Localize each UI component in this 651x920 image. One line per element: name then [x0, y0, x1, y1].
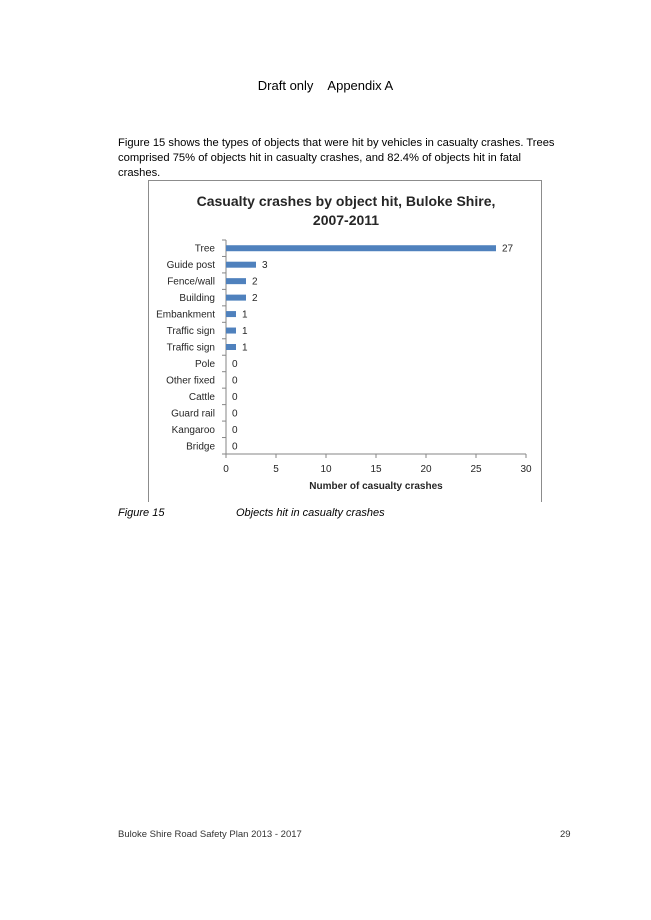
figure-caption-text: Objects hit in casualty crashes — [236, 507, 385, 519]
category-label: Kangaroo — [171, 424, 215, 436]
figure-number: Figure 15 — [118, 507, 165, 519]
x-tick-label: 30 — [520, 464, 532, 475]
x-tick-label: 15 — [370, 464, 382, 475]
category-label: Fence/wall — [167, 276, 215, 288]
x-tick-label: 20 — [420, 464, 432, 475]
category-label: Cattle — [188, 391, 215, 403]
data-label: 2 — [252, 276, 258, 288]
x-axis-title: Number of casualty crashes — [309, 481, 443, 492]
data-label: 0 — [232, 358, 238, 370]
category-label: Other fixed — [166, 375, 215, 387]
data-label: 0 — [232, 441, 238, 453]
category-label: Guide post — [166, 260, 215, 272]
footer-doc-title: Buloke Shire Road Safety Plan 2013 - 2017 — [118, 829, 302, 840]
category-label: Pole — [194, 358, 215, 370]
data-label: 1 — [242, 309, 248, 321]
category-label: Tree — [194, 243, 215, 255]
x-tick-label: 25 — [470, 464, 482, 475]
data-label: 0 — [232, 408, 238, 420]
data-label: 2 — [252, 293, 258, 305]
category-label: Traffic sign — [166, 326, 215, 338]
chart-title-line: 2007-2011 — [312, 212, 380, 228]
category-label: Bridge — [186, 441, 215, 453]
data-label: 3 — [262, 260, 268, 272]
data-label: 27 — [502, 243, 514, 255]
draft-label: Draft only — [257, 78, 314, 93]
data-label: 0 — [232, 424, 238, 436]
x-tick-label: 10 — [320, 464, 332, 475]
bar — [226, 295, 246, 301]
data-label: 1 — [242, 326, 248, 338]
bar — [226, 344, 236, 350]
bar-chart — [149, 181, 543, 503]
category-label: Traffic sign — [166, 342, 215, 354]
intro-paragraph: Figure 15 shows the types of objects that were hit by vehicles in casualty crashes. Trees comprised 75% of objects hit in casualty crashes, and 82.4% of objects hit in fatal crashes. — [118, 137, 555, 179]
category-label: Embankment — [156, 309, 215, 321]
x-tick-label: 5 — [273, 464, 279, 475]
bar — [226, 245, 496, 251]
data-label: 0 — [232, 391, 238, 403]
chart-frame — [148, 180, 542, 502]
x-tick-label: 0 — [223, 464, 229, 475]
appendix-label: Appendix A — [327, 78, 394, 93]
page-header — [0, 78, 651, 93]
category-label: Building — [179, 293, 215, 305]
chart-title-line: Casualty crashes by object hit, Buloke Shire, — [196, 193, 496, 209]
bar — [226, 328, 236, 334]
data-label: 0 — [232, 375, 238, 387]
bar — [226, 311, 236, 317]
data-label: 1 — [242, 342, 248, 354]
bar — [226, 262, 256, 268]
footer-page-number: 29 — [560, 829, 571, 840]
category-label: Guard rail — [171, 408, 215, 420]
bar — [226, 278, 246, 284]
